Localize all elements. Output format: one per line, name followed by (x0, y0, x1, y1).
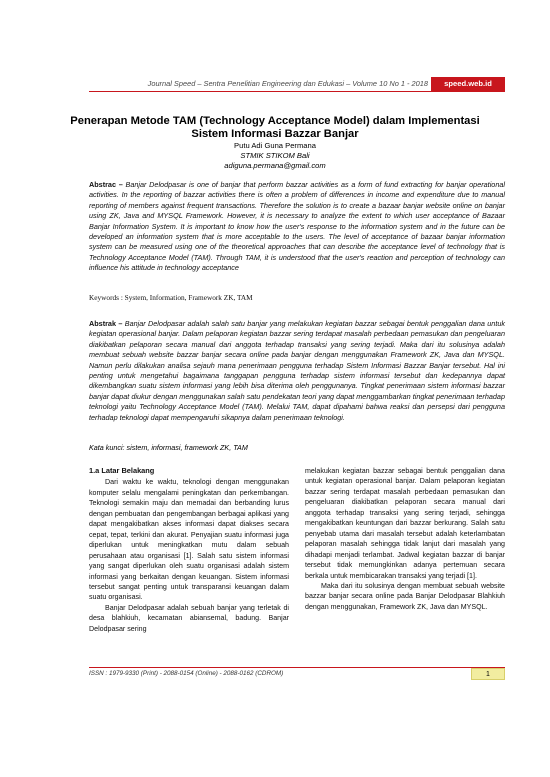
author-email[interactable]: adiguna.permana@gmail.com (224, 161, 326, 170)
page-number: 1 (471, 668, 505, 680)
body-paragraph: Maka dari itu solusinya dengan membuat sebuah website bazzar banjar secara online pada Banjar Delodpasar Blahkiuh dengan menggunakan, Framework ZK, Java dan MYSQL. (305, 581, 505, 611)
section-heading: 1.a Latar Belakang (89, 466, 155, 475)
body-paragraph: Banjar Delodpasar adalah sebuah banjar yang terletak di desa blahkiuh, kecamatan abiansemal, badung. Banjar Delodpasar sering (89, 603, 289, 633)
paper-title-line-1: Penerapan Metode TAM (Technology Acceptance Model) dalam Implementasi (70, 115, 480, 127)
body-column-right (305, 466, 505, 612)
abstract-english-text: Banjar Delodpasar is one of banjar that perform bazzar activities as a form of fund extracting for banjar operational activities. In the reporting of bazzar activities there is often a problem of differences in income and expenditure due to manual reporting of members against frequent transactions. Therefore the solution is to create a bazaar banjar website online on banjar using ZK, Java and MYSQL Framework. However, it is necessary to analyze the extent to which user acceptance of Bazaar Banjar Information System. It is important to know how the user's response to the information system and in the future can be developed an information system that is more acceptable to the users. The level of acceptance of bazaar banjar information system can be measured using one of the theoretical approaches that can describe the acceptance level of technology that is Technology Acceptance Model (TAM). Through TAM, it is understood that the user's reaction and perception of technology can influence his attitude in technology acceptance (89, 180, 506, 273)
paper-title-line-2: Sistem Informasi Bazzar Banjar (191, 128, 359, 140)
abstract-indonesian-label: Abstrak – (89, 319, 123, 328)
body-paragraph: Dari waktu ke waktu, teknologi dengan menggunakan komputer selalu mengalami peningkatan dan perkembangan. Teknologi semakin maju dan memadai dan berbanding lurus dengan pembuatan dan pengembangan berbagai aplikasi yang dapat mengakibatkan akses informasi dapat diakses secara cepat, tepat, terkini dan akurat. Penyajian suatu informasi juga diperlukan untuk meningkatkan mutu dalam sebuah perusahaan atau organisasi [1]. Salah satu sistem informasi yang sangat diperlukan oleh suatu organisasi adalah sistem informasi yang berkaitan dengan keuangan. Sistem informasi tersebut sangat penting untuk transparansi keuangan dalam suatu organisasi. (89, 478, 289, 602)
keywords-indonesian: Kata kunci: sistem, informasi, framework ZK, TAM (89, 443, 248, 452)
journal-name: Journal Speed – Sentra Penelitian Engineering dan Edukasi – Volume 10 No 1 - 2018 (147, 79, 428, 88)
header-rule (89, 91, 505, 92)
journal-site-badge[interactable]: speed.web.id (431, 77, 505, 91)
running-header (89, 77, 505, 91)
author-name: Putu Adi Guna Permana (234, 141, 316, 150)
abstract-indonesian (89, 319, 505, 423)
abstract-indonesian-text: Banjar Delodpasar adalah salah satu banjar yang melakukan kegiatan bazzar sebagai bentuk penggalian dana untuk kegiatan operasional banjar. Dalam pelaporan kegiatan bazzar sering terdapat masalah perbedaan pemasukan dan pengeluaran diakibatkan pelaporan secara manual dari anggota terhadap transaksi yang sering terjadi. Maka dari itu solusinya adalah membuat sebuah website bazzar banjar secara online pada banjar dengan menggunakan Framework ZK, Java dan MYSQL. Namun perlu dilakukan analisa sejauh mana penerimaan pengguna terhadap Sistem Informasi Bazzar Banjar tersebut. Hal ini penting untuk mengetahui bagaimana tanggapan pengguna terhadap sistem informasi tersebut dan kedepannya dapat dikembangkan suatu sistem informasi yang lebih bisa diterima oleh penggunanya. Tingkat penerimaan sistem informasi bazzar banjar dapat diukur dengan menggunakan salah satu pendekatan teori yang dapat menggambarkan tingkat penerimaan terhadap teknologi yaitu Technology Acceptance Model (TAM). Melalui TAM, dapat dipahami bahwa reaksi dan persepsi dari pengguna terhadap teknologi dapat mempengaruhi sikapnya dalam penerimaan teknologi. (89, 319, 506, 422)
footer-rule (89, 667, 505, 668)
body-paragraph: melakukan kegiatan bazzar sebagai bentuk penggalian dana untuk kegiatan operasional banjar. Dalam pelaporan kegiatan bazzar sering terdapat masalah perbedaan pemasukan dan pengeluaran diakibatkan pelaporan secara manual dari anggota terhadap transaksi yang sering terjadi, sehingga mengakibatkan keuntungan dari bazzar berkurang. Salah satu penyebab utama dari masalah tersebut adalah keterlambatan pelaporan masalah sehingga tidak lanjut dari masalah yang dihadapi menjadi terlambat. Jadwal kegiatan bazzar di banjar tersebut tidak memungkinkan adanya pertemuan secara berkala untuk membicarakan transaksi yang terjadi [1]. (305, 467, 505, 580)
keywords-english: Keywords : System, Information, Framework ZK, TAM (89, 293, 253, 302)
body-column-left (89, 466, 289, 634)
abstract-english (89, 180, 505, 274)
author-affiliation: STMIK STIKOM Bali (240, 151, 310, 160)
abstract-english-label: Abstrac – (89, 180, 123, 189)
footer-issn: ISSN : 1979-9330 (Print) - 2088-0154 (Online) - 2088-0162 (CDROM) (89, 670, 284, 677)
